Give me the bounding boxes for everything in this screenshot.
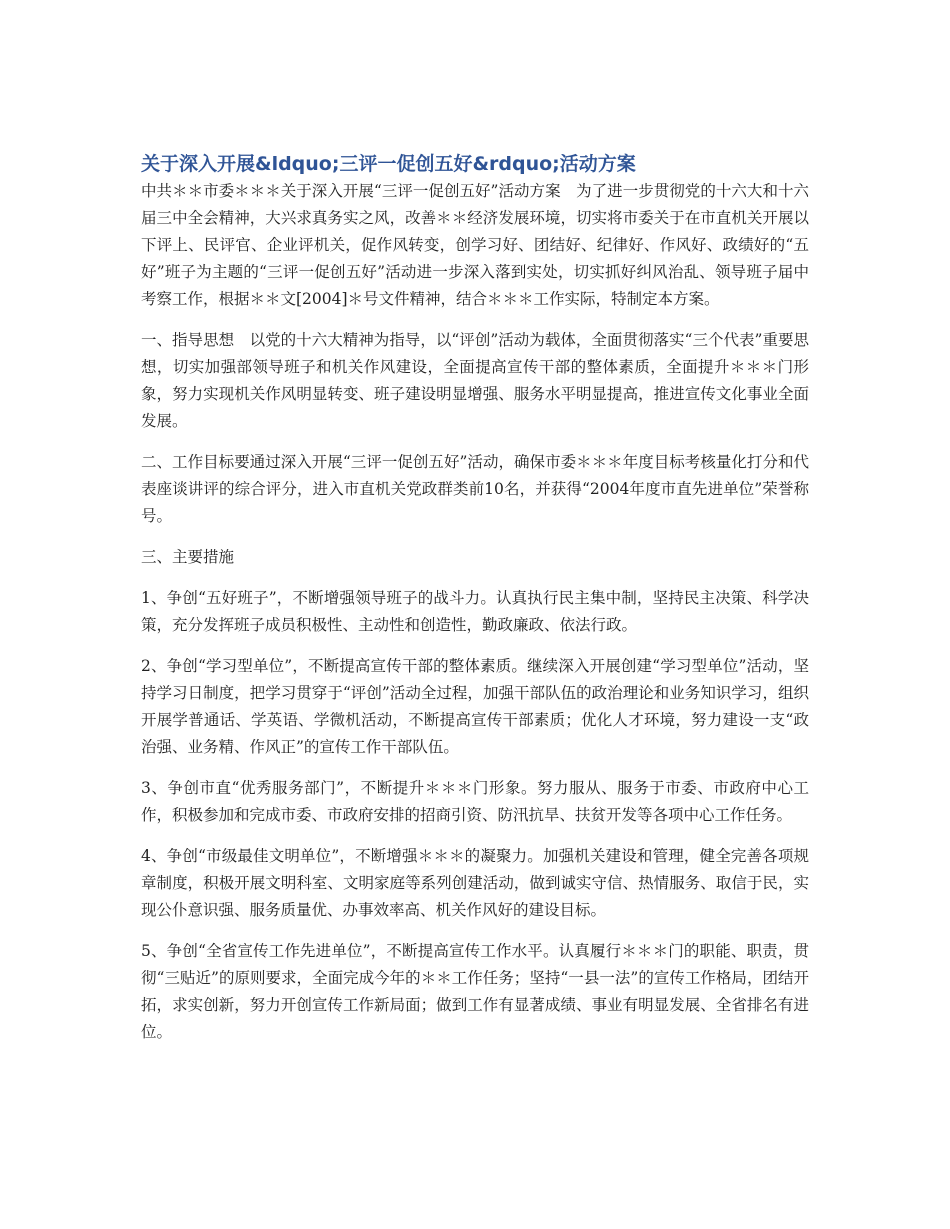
measure-4-paragraph: 4、争创“市级最佳文明单位”，不断增强＊＊＊的凝聚力。加强机关建设和管理，健全完善各项规章制度，积极开展文明科室、文明家庭等系列创建活动，做到诚实守信、热情服务、取信于民，实现公仆意识强、服务质量优、办事效率高、机关作风好的建设目标。: [141, 847, 809, 919]
measure-1-paragraph: 1、争创“五好班子”，不断增强领导班子的战斗力。认真执行民主集中制，坚持民主决策、科学决策，充分发挥班子成员积极性、主动性和创造性，勤政廉政、依法行政。: [141, 589, 809, 634]
measure-3-paragraph: 3、争创市直“优秀服务部门”，不断提升＊＊＊门形象。努力服从、服务于市委、市政府中心工作，积极参加和完成市委、市政府安排的招商引资、防汛抗旱、扶贫开发等各项中心工作任务。: [141, 779, 809, 824]
work-goal-paragraph: 二、工作目标要通过深入开展“三评一促创五好”活动，确保市委＊＊＊年度目标考核量化打分和代表座谈讲评的综合评分，进入市直机关党政群类前10名，并获得“2004年度市直先进单位”荣誉称号。: [141, 453, 809, 525]
intro-paragraph: 中共＊＊市委＊＊＊关于深入开展“三评一促创五好”活动方案 为了进一步贯彻党的十六大和十六届三中全会精神，大兴求真务实之风，改善＊＊经济发展环境，切实将市委关于在市直机关开展以下评上、民评官、企业评机关，促作风转变，创学习好、团结好、纪律好、作风好、政绩好的“五好”班子为主题的“三评一促创五好”活动进一步深入落到实处，切实抓好纠风治乱、领导班子届中考察工作，根据＊＊文[2004]＊号文件精神，结合＊＊＊工作实际，特制定本方案。: [141, 182, 809, 308]
document-body: [141, 150, 809, 1060]
main-measures-heading: 三、主要措施: [141, 548, 235, 566]
measure-5-paragraph: 5、争创“全省宣传工作先进单位”，不断提高宣传工作水平。认真履行＊＊＊门的职能、职责，贯彻“三贴近”的原则要求，全面完成今年的＊＊工作任务；坚持“一县一法”的宣传工作格局，团结开拓，求实创新，努力开创宣传工作新局面；做到工作有显著成绩、事业有明显发展、全省排名有进位。: [141, 942, 809, 1041]
measure-2-paragraph: 2、争创“学习型单位”，不断提高宣传干部的整体素质。继续深入开展创建“学习型单位”活动，坚持学习日制度，把学习贯穿于“评创”活动全过程，加强干部队伍的政治理论和业务知识学习，组织开展学普通话、学英语、学微机活动，不断提高宣传干部素质；优化人才环境，努力建设一支“政治强、业务精、作风正”的宣传工作干部队伍。: [141, 657, 809, 756]
document-title: 关于深入开展&ldquo;三评一促创五好&rdquo;活动方案: [141, 153, 636, 175]
guiding-ideology-paragraph: 一、指导思想 以党的十六大精神为指导，以“评创”活动为载体，全面贯彻落实“三个代表”重要思想，切实加强部领导班子和机关作风建设，全面提高宣传干部的整体素质，全面提升＊＊＊门形象，努力实现机关作风明显转变、班子建设明显增强、服务水平明显提高，推进宣传文化事业全面发展。: [141, 331, 809, 430]
